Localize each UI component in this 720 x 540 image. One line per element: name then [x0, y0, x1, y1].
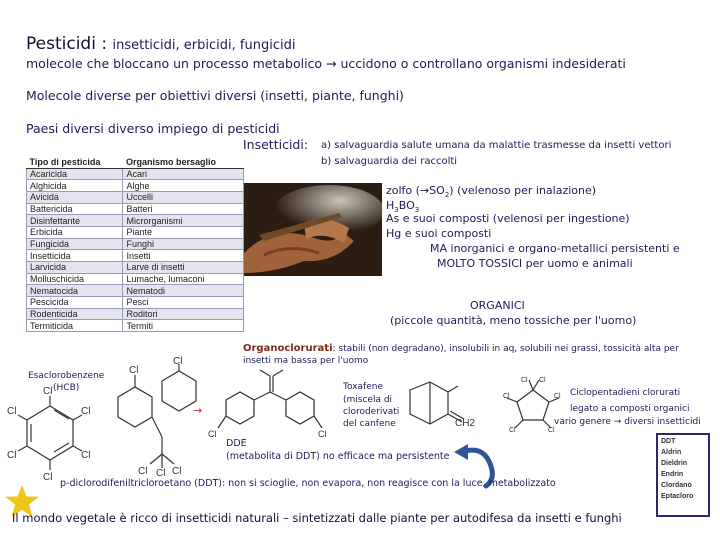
- dde-structure: [208, 370, 338, 440]
- table-cell: Uccelli: [123, 191, 244, 203]
- table-cell: Acari: [123, 168, 244, 180]
- toxafene-desc-2: cloroderivati: [343, 407, 400, 417]
- slide-title: [26, 34, 295, 54]
- table-row: [27, 238, 244, 250]
- svg-text:Cl: Cl: [129, 365, 139, 376]
- cyclopentadiene-desc-1: legato a composti organici: [570, 404, 690, 414]
- arrow-icon: →: [419, 184, 430, 197]
- cyclopentadiene-desc-2: vario genere → diversi insetticidi: [554, 417, 701, 427]
- table-cell: Erbicida: [27, 226, 123, 238]
- sulfur-text: zolfo (: [386, 184, 420, 197]
- table-row: [27, 308, 244, 320]
- inorganic-sulfur: [386, 184, 596, 199]
- table-cell: Funghi: [123, 238, 244, 250]
- subscript: 3: [414, 206, 420, 215]
- table-cell: Roditori: [123, 308, 244, 320]
- table-cell: Acaricida: [27, 168, 123, 180]
- table-cell: Fungicida: [27, 238, 123, 250]
- svg-text:Cl: Cl: [208, 429, 217, 439]
- svg-text:Cl: Cl: [156, 468, 166, 479]
- svg-text:Cl: Cl: [172, 466, 182, 477]
- svg-text:Cl: Cl: [509, 427, 516, 434]
- dde-name: DDE: [226, 438, 247, 449]
- svg-text:Cl: Cl: [81, 406, 91, 417]
- organoclorurati-text: : stabili (non degradano), insolubili in aq, solubili nei grassi, tossicità alta per: [332, 344, 679, 354]
- organoclorurati-line: [243, 343, 679, 354]
- table-cell: Microrganismi: [123, 215, 244, 227]
- objectives-line: Molecole diverse per obiettivi diversi (insetti, piante, funghi): [26, 88, 404, 103]
- table-header-target: Organismo bersaglio: [123, 156, 244, 168]
- table-row: [27, 273, 244, 285]
- svg-text:Cl: Cl: [81, 450, 91, 461]
- table-row: [27, 226, 244, 238]
- toxafene-name: Toxafene: [343, 382, 383, 392]
- hands-smoke-photo: [244, 183, 382, 276]
- table-cell: Molluschicida: [27, 273, 123, 285]
- table-cell: Battericida: [27, 203, 123, 215]
- table-row: [27, 320, 244, 332]
- table-cell: Batteri: [123, 203, 244, 215]
- title-main: Pesticidi :: [26, 34, 108, 54]
- list-item: Dieldrin: [661, 460, 688, 467]
- subscript: 2: [444, 191, 450, 200]
- organici-subtitle: (piccole quantità, meno tossiche per l'uomo): [390, 314, 637, 327]
- table-cell: Alghicida: [27, 180, 123, 192]
- svg-text:Cl: Cl: [318, 429, 327, 439]
- table-cell: Nematocida: [27, 285, 123, 297]
- list-item: Eptacloro: [661, 493, 694, 500]
- h-formula: H: [386, 199, 395, 212]
- table-cell: Larvicida: [27, 262, 123, 274]
- table-cell: Disinfettante: [27, 215, 123, 227]
- dde-note: (metabolita di DDT) no efficace ma persistente: [226, 451, 450, 462]
- table-row: [27, 285, 244, 297]
- sulfur-note: ) (velenoso per inalazione): [449, 184, 597, 197]
- table-header-row: [27, 156, 244, 168]
- table-cell: Termiti: [123, 320, 244, 332]
- hcb-structure: [5, 384, 95, 484]
- footer-note: Il mondo vegetale è ricco di insetticidi naturali – sintetizzati dalle piante per autodifesa da insetti e funghi: [12, 511, 622, 525]
- table-cell: Alghe: [123, 180, 244, 192]
- table-cell: Pesci: [123, 297, 244, 309]
- arrow-icon: →: [193, 404, 203, 417]
- table-row: [27, 180, 244, 192]
- countries-line: Paesi diversi diverso impiego di pesticidi: [26, 121, 280, 136]
- ddt-structure: [98, 356, 203, 479]
- table-cell: Lumache, lumaconi: [123, 273, 244, 285]
- svg-text:Cl: Cl: [138, 466, 148, 477]
- toxafene-desc-1: (miscela di: [343, 395, 393, 405]
- table-header-type: Tipo di pesticida: [27, 156, 123, 168]
- svg-text:Cl: Cl: [7, 450, 17, 461]
- insetticidi-point-a: a) salvaguardia salute umana da malattie trasmesse da insetti vettori: [321, 140, 672, 151]
- hcb-abbrev: (HCB): [53, 383, 80, 393]
- table-cell: Termiticida: [27, 320, 123, 332]
- table-cell: Larve di insetti: [123, 262, 244, 274]
- definition-line: molecole che bloccano un processo metabolico → uccidono o controllano organismi indesiderati: [26, 56, 626, 71]
- table-cell: Pescicida: [27, 297, 123, 309]
- insecticide-list-box: [656, 433, 710, 517]
- table-row: [27, 203, 244, 215]
- table-row: [27, 250, 244, 262]
- inorganic-mercury: Hg e suoi composti: [386, 227, 492, 240]
- cyclopentadiene-title: Ciclopentadieni clorurati: [570, 388, 681, 398]
- list-item: Clordano: [661, 482, 692, 489]
- pesticide-table: [26, 156, 244, 332]
- ddt-description: p-diclorodifeniltricloroetano (DDT): non si scioglie, non evapora, non reagisce con la luce, metabolizzato: [60, 478, 556, 489]
- bo-formula: BO: [398, 199, 415, 212]
- svg-text:Cl: Cl: [548, 427, 555, 434]
- ch2-label: CH2: [455, 418, 476, 429]
- hcb-name: Esaclorobenzene: [28, 371, 105, 381]
- table-row: [27, 168, 244, 180]
- organici-title: ORGANICI: [470, 299, 525, 312]
- list-item: Endrin: [661, 471, 684, 478]
- svg-text:Cl: Cl: [539, 377, 546, 384]
- subscript: 3: [394, 206, 399, 215]
- organoclorurati-text-cont: insetti ma bassa per l'uomo: [243, 356, 369, 366]
- table-row: [27, 215, 244, 227]
- table-row: [27, 191, 244, 203]
- svg-text:Cl: Cl: [7, 406, 17, 417]
- so-formula: SO: [429, 184, 445, 197]
- svg-text:Cl: Cl: [521, 377, 528, 384]
- svg-text:Cl: Cl: [173, 356, 183, 367]
- inorganic-persistent: MA inorganici e organo-metallici persistenti e: [430, 242, 680, 255]
- svg-text:Cl: Cl: [503, 393, 510, 400]
- list-item: DDT: [661, 438, 676, 445]
- table-cell: Insetti: [123, 250, 244, 262]
- table-cell: Avicida: [27, 191, 123, 203]
- svg-text:Cl: Cl: [554, 393, 561, 400]
- insetticidi-point-b: b) salvaguardia dei raccolti: [321, 156, 458, 167]
- table-cell: Insetticida: [27, 250, 123, 262]
- table-cell: Piante: [123, 226, 244, 238]
- table-row: [27, 262, 244, 274]
- inorganic-arsenic: As e suoi composti (velenosi per ingestione): [386, 212, 630, 225]
- inorganic-toxic: MOLTO TOSSICI per uomo e animali: [437, 257, 633, 270]
- table-row: [27, 297, 244, 309]
- svg-text:Cl: Cl: [43, 386, 53, 397]
- table-cell: Nematodi: [123, 285, 244, 297]
- toxafene-desc-3: del canfene: [343, 419, 396, 429]
- svg-text:Cl: Cl: [43, 472, 53, 483]
- list-item: Aldrin: [661, 449, 682, 456]
- title-subtitle: insetticidi, erbicidi, fungicidi: [112, 38, 296, 53]
- toxafene-structure: [400, 378, 480, 430]
- table-cell: Rodenticida: [27, 308, 123, 320]
- organoclorurati-label: Organoclorurati: [243, 343, 333, 354]
- insetticidi-label: Insetticidi:: [243, 137, 309, 152]
